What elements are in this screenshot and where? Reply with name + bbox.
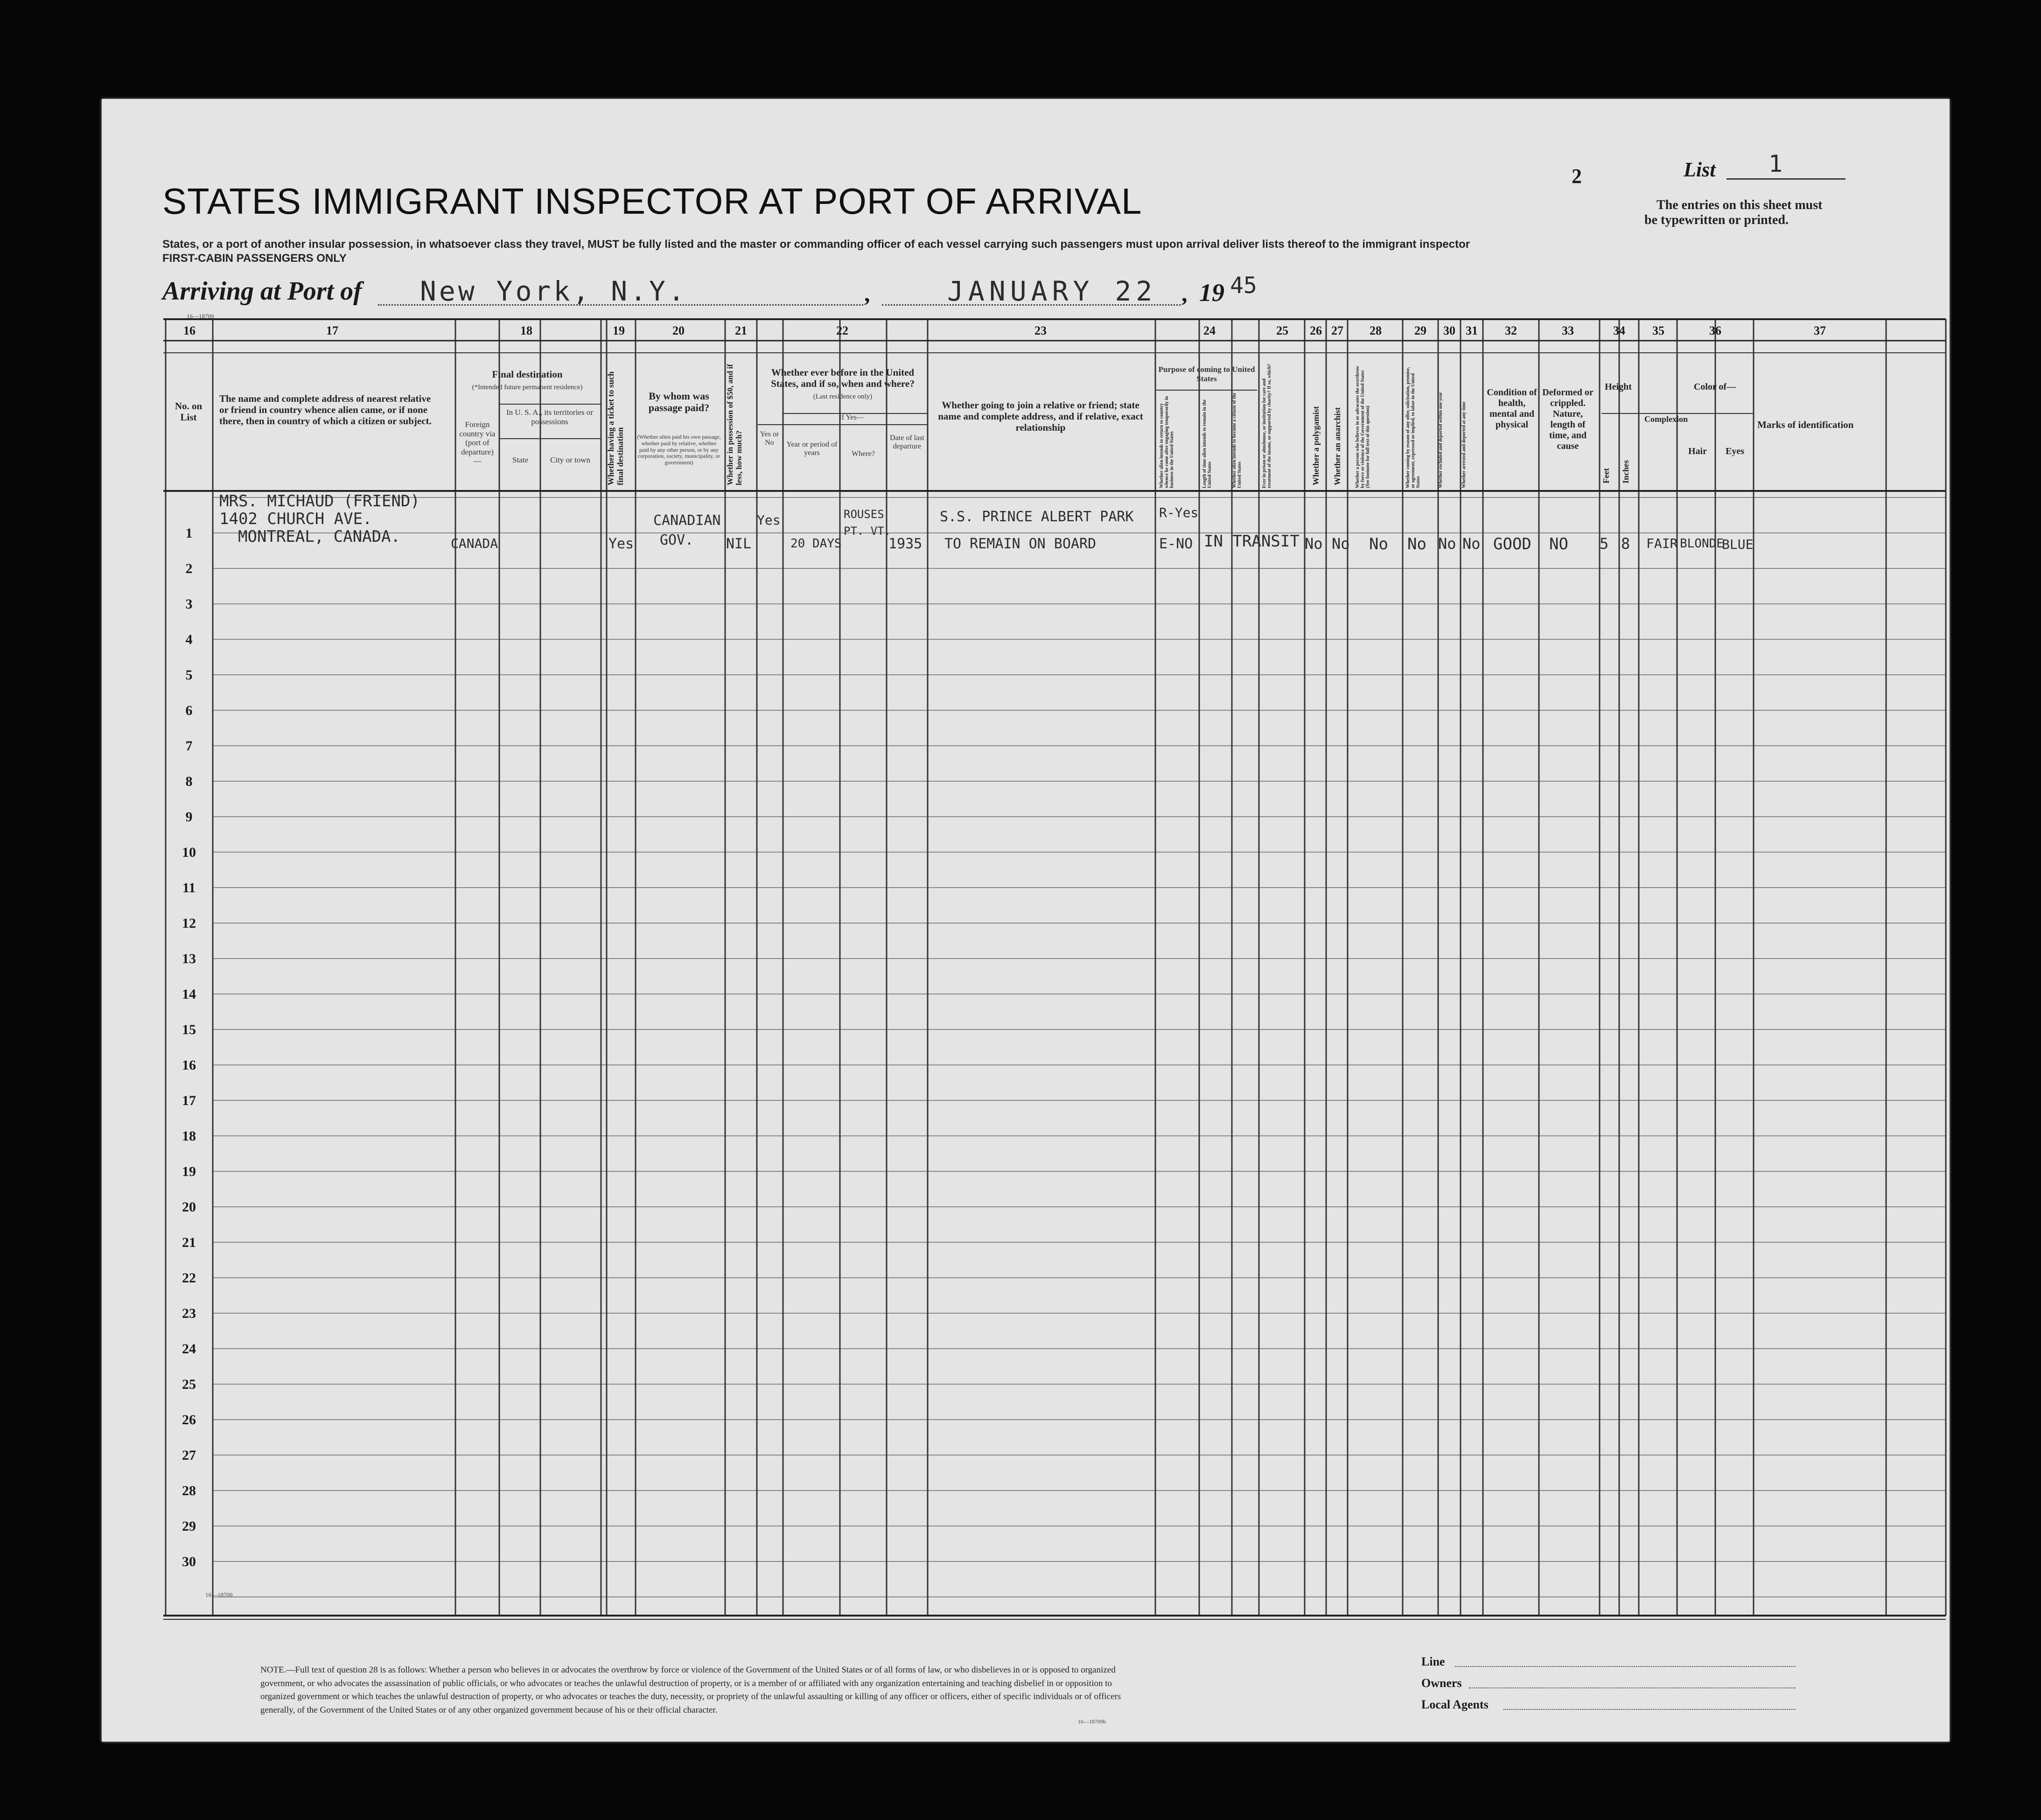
header-polygamist: Whether a polygamist — [1311, 406, 1321, 485]
page-title: STATES IMMIGRANT INSPECTOR AT PORT OF ARRIVAL — [162, 181, 1142, 222]
header-overthrow: Whether a person who believes in or advocates the overthrow by force or violence of the Government of the United States (See footnote for full text of this question) — [1355, 366, 1370, 488]
column-number: 24 — [1203, 324, 1216, 337]
column-number: 20 — [672, 324, 685, 337]
header-passage-paid: By whom was passage paid? — [648, 390, 710, 414]
row-number: 13 — [182, 951, 196, 966]
header-prison: Ever in prison or almshouse, or institution for care and treatment of the insane, or supported by charity? If so, which? — [1262, 364, 1272, 488]
header-passage-paid-sub: (Whether alien paid his own passage, whether paid by relative, whether paid by any other person, or by any corporation, society, municipality, or government) — [637, 434, 721, 466]
prison-value: No — [1305, 535, 1323, 553]
column-number: 37 — [1814, 324, 1826, 337]
row-number: 28 — [182, 1483, 196, 1498]
row-number: 17 — [182, 1093, 196, 1108]
row-number: 11 — [182, 880, 196, 896]
column-number: 27 — [1331, 324, 1343, 337]
row-number: 12 — [182, 916, 196, 931]
list-label: List — [1684, 158, 1716, 181]
year-value: 45 — [1230, 273, 1257, 299]
port-value: New York, N.Y. — [420, 275, 687, 307]
row-number: 3 — [185, 596, 193, 612]
column-number: 32 — [1505, 324, 1517, 337]
arriving-label: Arriving at Port of — [162, 277, 362, 306]
header-join-relative: Whether going to join a relative or friend; state name and complete address, and if relative, exact relationship — [938, 399, 1143, 434]
column-number: 33 — [1562, 324, 1574, 337]
header-usa: In U. S. A., its territories or possessions — [506, 408, 594, 426]
header-no-on-list: No. on List — [175, 400, 203, 423]
header-ticket: Whether having a ticket to such final destination — [606, 371, 625, 485]
header-excluded: Whether excluded and deported within one year — [1438, 392, 1443, 488]
foreign-country-value: CANADA — [451, 536, 498, 551]
header-if-yes: If Yes— — [839, 413, 864, 421]
header-height: Height — [1605, 382, 1632, 392]
row-number: 30 — [182, 1554, 196, 1569]
agents-underline — [1503, 1709, 1796, 1710]
row-number: 27 — [182, 1448, 196, 1463]
page-number: 2 — [1572, 165, 1582, 188]
column-number: 19 — [613, 324, 625, 337]
form-code-bottom: 16—18709b — [1078, 1718, 1106, 1725]
column-number: 36 — [1709, 324, 1721, 337]
join-line-2: TO REMAIN ON BOARD — [944, 536, 1097, 552]
relative-line-2: 1402 CHURCH AVE. — [219, 510, 372, 528]
join-line-1: S.S. PRINCE ALBERT PARK — [940, 509, 1134, 525]
header-deformed: Deformed or crippled. Nature, length of time, and cause — [1542, 387, 1594, 451]
header-date-departure: Date of last departure — [890, 434, 924, 451]
header-purpose-length: Length of time alien intends to remain in the United States — [1202, 399, 1212, 488]
column-number: 23 — [1034, 324, 1047, 337]
column-number: 30 — [1443, 324, 1455, 337]
header-before-in-us: Whether ever before in the United States, and if so, when and where? — [771, 367, 915, 390]
row-number: 24 — [182, 1341, 196, 1357]
anarchist-value: No — [1369, 535, 1388, 553]
row-number: 21 — [182, 1235, 196, 1250]
owners-underline — [1469, 1687, 1796, 1688]
hair-value: BLONDE — [1680, 537, 1724, 551]
feet-value: 5 — [1600, 535, 1609, 553]
column-number: 26 — [1310, 324, 1322, 337]
deformed-value: NO — [1549, 535, 1568, 553]
line-label: Line — [1421, 1655, 1445, 1668]
typewritten-note-1: The entries on this sheet must — [1657, 198, 1823, 212]
relative-line-1: MRS. MICHAUD (FRIEND) — [219, 492, 420, 511]
column-number: 18 — [520, 324, 532, 337]
footnote-question-28: NOTE.—Full text of question 28 is as follows: Whether a person who believes in or advocates the overthrow by force or violence of the Government of the United States or of all forms of law, or who disbelieves in or is opposed to organized government, or who advocates the assassination of public officials, or who advocates or teaches the unlawful destruction of property, or is a member of or affiliated with any organization entertaining and teaching disbelief in or opposition to organized government or which teaches the unlawful destruction of property, or who advocates or teaches the duty, necessity, or propriety of the unlawful assaulting or killing of any officer or officers, either of specific individuals or of officers generally, of the Government of the United States or of any other organized government because of his or their official character. — [260, 1665, 1121, 1715]
purpose-line-2: E-NO — [1159, 536, 1193, 552]
column-number: 16 — [183, 324, 196, 337]
last-departure-value: 1935 — [888, 536, 923, 552]
period-value: 20 DAYS — [790, 537, 842, 551]
header-purpose-return: Whether alien intends to return to country whence he came after engaging temporarily in business in the United States — [1159, 396, 1174, 488]
header-final-destination: Final destination — [492, 369, 563, 380]
column-number: 31 — [1466, 324, 1478, 337]
before-in-us-value: Yes — [757, 512, 781, 528]
inches-value: 8 — [1621, 535, 1630, 553]
header-money: Whether in possession of $50, and if less, how much? — [726, 364, 743, 485]
header-eyes: Eyes — [1726, 446, 1744, 456]
row-number: 14 — [182, 987, 196, 1002]
relative-line-3: MONTREAL, CANADA. — [238, 527, 400, 546]
column-number: 35 — [1652, 324, 1664, 337]
row-number: 2 — [185, 561, 193, 576]
header-year-period: Year or period of years — [786, 441, 838, 457]
header-foreign-country: Foreign country via (port of departure)— — [459, 420, 496, 466]
column-number: 29 — [1414, 324, 1426, 337]
list-value: 1 — [1768, 150, 1783, 177]
row-number: 15 — [182, 1022, 196, 1037]
comma-2: , — [1181, 280, 1188, 307]
typewritten-note-2: be typewritten or printed. — [1644, 213, 1789, 227]
column-number: 17 — [326, 324, 338, 337]
form-code-lower: 16—18709 — [205, 1591, 233, 1598]
form-code: 16—18709 — [187, 313, 214, 320]
header-purpose: Purpose of coming to United States — [1158, 365, 1255, 383]
row-number: 19 — [182, 1164, 196, 1179]
header-where: Where? — [852, 450, 875, 458]
polygamist-value: No — [1332, 535, 1350, 553]
row-number: 4 — [185, 632, 193, 647]
header-marks: Marks of identification — [1757, 419, 1854, 430]
length-of-stay-value: IN TRANSIT — [1204, 532, 1300, 551]
row-number: 16 — [182, 1057, 196, 1073]
form-subtitle-2: FIRST-CABIN PASSENGERS ONLY — [162, 252, 347, 265]
header-city: City or town — [550, 455, 590, 464]
row-number: 8 — [185, 774, 193, 789]
header-labor-offer: Whether coming by reason of any offer, solicitation, promise, or agreement, expressed or implied, to labor in the United States — [1405, 367, 1421, 488]
date-value: JANUARY 22 — [947, 275, 1157, 307]
row-number: 18 — [182, 1128, 196, 1144]
row-number: 29 — [182, 1519, 196, 1534]
header-purpose-citizen: Whether alien intends to become a citizen of the United States — [1232, 392, 1242, 488]
column-number: 25 — [1276, 324, 1288, 337]
header-inches: Inches — [1621, 460, 1630, 483]
header-feet: Feet — [1601, 468, 1611, 483]
row-number: 1 — [185, 525, 193, 541]
ticket-value: Yes — [608, 536, 634, 552]
owners-label: Owners — [1421, 1676, 1462, 1690]
header-health: Condition of health, mental and physical — [1487, 387, 1537, 430]
year-prefix: 19 — [1199, 279, 1224, 307]
column-number: 22 — [836, 324, 848, 337]
column-number: 34 — [1613, 324, 1625, 337]
header-complexion: Complexion — [1644, 414, 1688, 424]
header-deported: Whether arrested and deported at any time — [1461, 401, 1467, 488]
labor-offer-value: No — [1438, 535, 1456, 553]
column-number: 21 — [735, 324, 747, 337]
excluded-value: No — [1462, 535, 1481, 553]
purpose-line-1: R-Yes — [1159, 505, 1199, 520]
overthrow-value: No — [1407, 535, 1426, 553]
complexion-value: FAIR — [1646, 536, 1678, 551]
row-number: 6 — [185, 703, 193, 718]
header-before-in-us-sub: (Last residence only) — [813, 393, 873, 400]
header-state: State — [512, 455, 528, 464]
eyes-value: BLUE — [1722, 537, 1754, 552]
money-value: NIL — [726, 536, 752, 552]
health-value: GOOD — [1493, 535, 1531, 553]
passage-line-1: CANADIAN — [653, 512, 721, 529]
row-number: 25 — [182, 1377, 196, 1392]
passage-line-2: GOV. — [660, 532, 694, 548]
form-subtitle: States, or a port of another insular possession, in whatsoever class they travel, MUST be fully listed and the master or commanding officer of each vessel carrying such passengers must upon arrival deliver lists thereof to the immigrant inspector — [162, 238, 1470, 251]
header-final-destination-sub: (*Intended future permanent residence) — [472, 384, 583, 391]
row-number: 10 — [182, 845, 196, 860]
agents-label: Local Agents — [1421, 1698, 1489, 1711]
row-number: 7 — [185, 738, 193, 754]
row-number: 20 — [182, 1199, 196, 1215]
comma-1: , — [864, 280, 870, 307]
where-line-2: PT. VT. — [844, 525, 891, 538]
row-number: 26 — [182, 1412, 196, 1428]
header-anarchist: Whether an anarchist — [1333, 407, 1342, 485]
header-relative-address: The name and complete address of nearest relative or friend in country whence alien came, or if none there, then in country of which a citizen or subject. — [219, 393, 432, 427]
row-number: 23 — [182, 1306, 196, 1321]
column-number: 28 — [1370, 324, 1382, 337]
row-number: 9 — [185, 809, 193, 825]
header-hair: Hair — [1688, 446, 1707, 456]
row-number: 5 — [185, 667, 193, 683]
row-number: 22 — [182, 1270, 196, 1286]
header-yes-no: Yes or No — [760, 430, 779, 447]
line-underline — [1455, 1666, 1796, 1667]
where-line-1: ROUSES — [844, 508, 884, 521]
header-color-of: Color of— — [1693, 382, 1736, 392]
